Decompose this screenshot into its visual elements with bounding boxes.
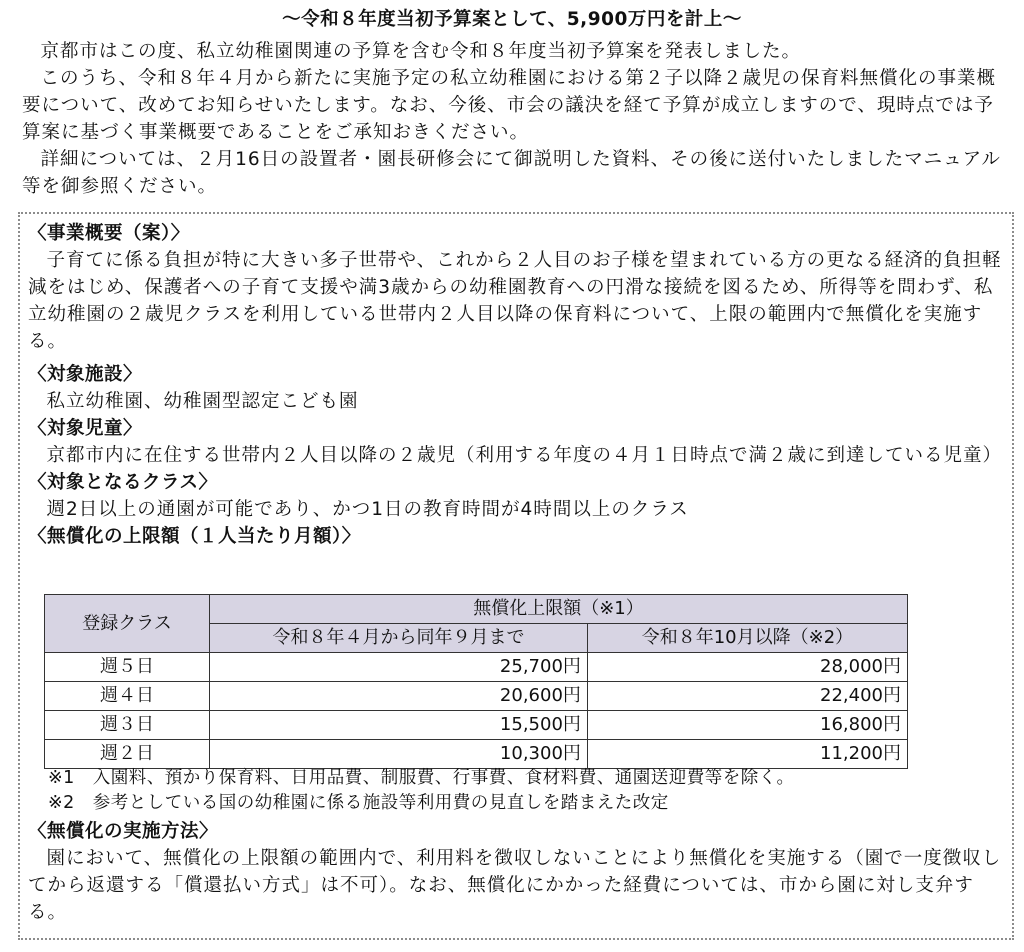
class-cell: 週５日 [45,653,210,682]
classes-heading: 〈対象となるクラス〉 [28,472,218,493]
amount-cell: 25,700円 [210,653,588,682]
table-row [45,682,908,711]
method-body: 園において、無償化の上限額の範囲内で、利用料を徴収しないことにより無償化を実施する（園で一度徴収してから返還する「償還払い方式」は不可）。なお、無償化にかかった経費については、市から園に対し支弁する。 [28,848,1002,923]
note-2: ※2 参考としている国の幼稚園に係る施設等利用費の見直しを踏まえた改定 [48,793,669,813]
page-title: 〜令和８年度当初予算案として、5,900万円を計上〜 [282,9,742,30]
summary-content [28,220,1012,550]
amount-cell: 16,800円 [587,711,907,740]
limit-heading: 〈無償化の上限額（１人当たり月額）〉 [28,526,361,547]
children-heading: 〈対象児童〉 [28,418,143,439]
class-cell: 週３日 [45,711,210,740]
intro-text [22,38,1012,200]
method-section [20,818,1004,926]
class-cell: 週２日 [45,740,210,769]
table-row [45,653,908,682]
amount-cell: 10,300円 [210,740,588,769]
class-cell: 週４日 [45,682,210,711]
intro-paragraph: 京都市はこの度、私立幼稚園関連の予算を含む令和８年度当初予算案を発表しました。 [40,41,802,62]
fee-limit-table [44,594,908,769]
overview-heading: 〈事業概要（案）〉 [28,223,190,244]
overview-body: 子育てに係る負担が特に大きい多子世帯や、これから２人目のお子様を望まれている方の更なる経済的負担軽減をはじめ、保護者への子育て支援や満3歳からの幼稚園教育への円滑な接続を図るため、所得等を問わず、私立幼稚園の２歳児クラスを利用している世帯内２人目以降の保育料について、上限の範囲内で無償化を実施する。 [28,250,1002,352]
table-header-limit: 無償化上限額（※1） [210,595,908,624]
note-1: ※1 入園料、預かり保育料、日用品費、制服費、行事費、食材料費、通園送迎費等を除く。 [48,768,795,788]
facilities-body: 私立幼稚園、幼稚園型認定こども園 [46,391,359,412]
amount-cell: 22,400円 [587,682,907,711]
table-row [45,740,908,769]
table-row [45,711,908,740]
table-header-class: 登録クラス [45,595,210,653]
table-notes [44,766,984,816]
amount-cell: 11,200円 [587,740,907,769]
intro-paragraph: このうち、令和８年４月から新たに実施予定の私立幼稚園における第２子以降２歳児の保育料無償化の事業概要について、改めてお知らせいたします。なお、今後、市会の議決を経て予算が成立しますので、現時点では予算案に基づく事業概要であることをご承知おきください。 [22,68,997,143]
table-header-period-1: 令和８年４月から同年９月まで [210,624,588,653]
table-header-period-2: 令和８年10月以降（※2） [587,624,907,653]
children-body: 京都市内に在住する世帯内２人目以降の２歳児（利用する年度の４月１日時点で満２歳に到達している児童） [46,445,1003,466]
amount-cell: 20,600円 [210,682,588,711]
amount-cell: 28,000円 [587,653,907,682]
summary-box [18,212,1014,940]
intro-paragraph: 詳細については、２月16日の設置者・園長研修会にて御説明した資料、その後に送付いたしましたマニュアル等を御参照ください。 [22,149,1001,197]
amount-cell: 15,500円 [210,711,588,740]
classes-body: 週2日以上の通園が可能であり、かつ1日の教育時間が4時間以上のクラス [46,499,689,520]
method-heading: 〈無償化の実施方法〉 [28,821,219,842]
facilities-heading: 〈対象施設〉 [28,364,143,385]
